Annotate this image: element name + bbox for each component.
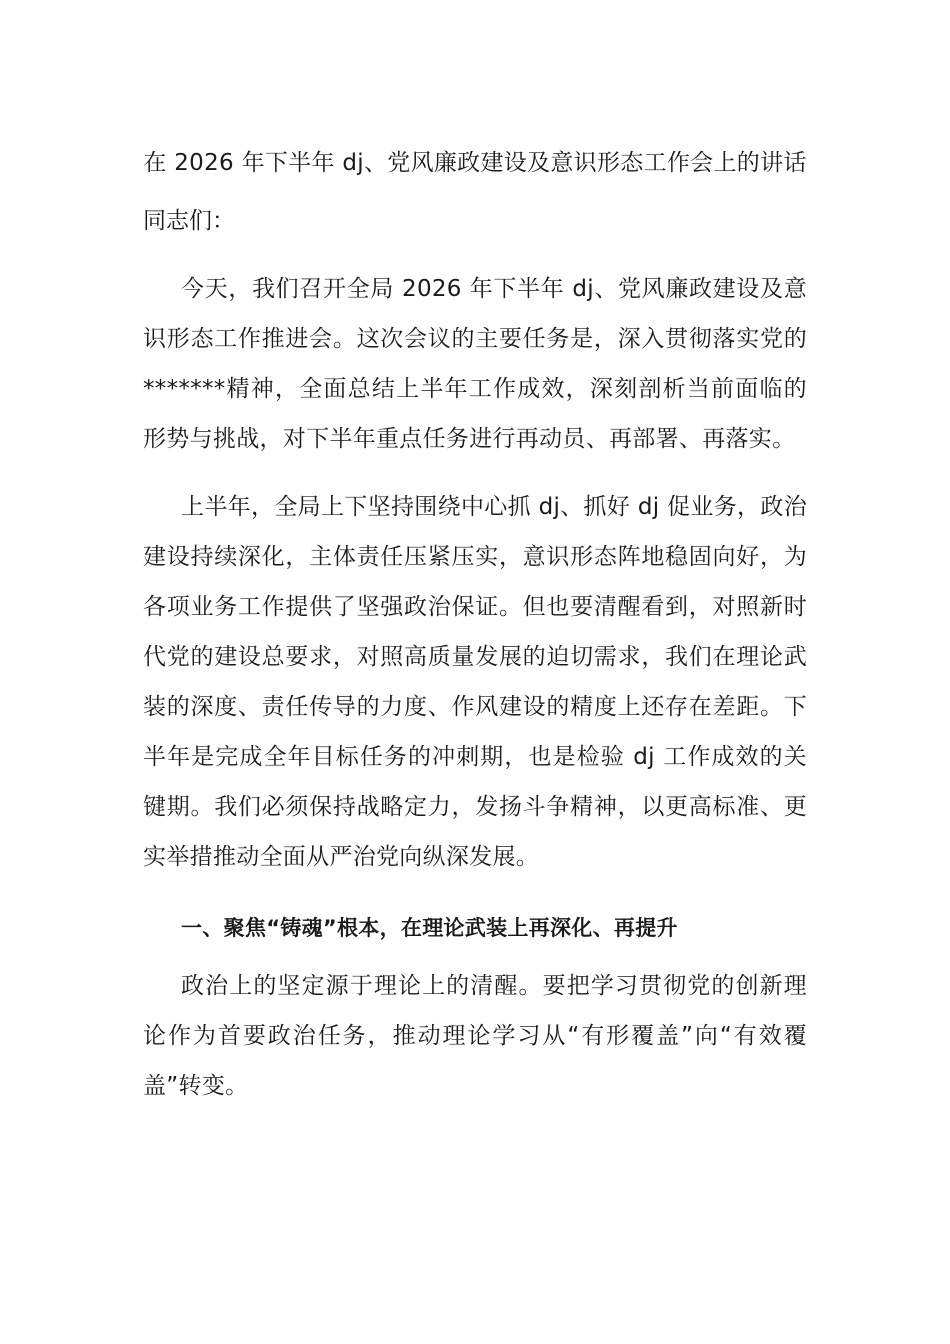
paragraph-opening: 今天，我们召开全局 2026 年下半年 dj、党风廉政建设及意识形态工作推进会。这次会议的主要任务是，深入贯彻落实党的*******精神，全面总结上半年工作成效，深刻剖析当前面临的形势与挑战，对下半年重点任务进行再动员、再部署、再落实。: [143, 276, 807, 452]
section-heading-one: 一、聚焦“铸魂”根本，在理论武装上再深化、再提升: [181, 916, 678, 940]
paragraph-first-half-review: 上半年，全局上下坚持围绕中心抓 dj、抓好 dj 促业务，政治建设持续深化，主体责任压紧压实，意识形态阵地稳固向好，为各项业务工作提供了坚强政治保证。但也要清醒看到，对照新时代党的建设总要求，对照高质量发展的迫切需求，我们在理论武装的深度、责任传导的力度、作风建设的精度上还存在差距。下半年是完成全年目标任务的冲刺期，也是检验 dj 工作成效的关键期。我们必须保持战略定力，发扬斗争精神，以更高标准、更实举措推动全面从严治党向纵深发展。: [143, 494, 807, 870]
paragraph-section-one: 政治上的坚定源于理论上的清醒。要把学习贯彻党的创新理论作为首要政治任务，推动理论学习从“有形覆盖”向“有效覆盖”转变。: [143, 973, 807, 1099]
greeting: 同志们：: [143, 208, 235, 234]
document-body: [143, 138, 807, 1111]
document-title: 在 2026 年下半年 dj、党风廉政建设及意识形态工作会上的讲话: [143, 150, 807, 176]
